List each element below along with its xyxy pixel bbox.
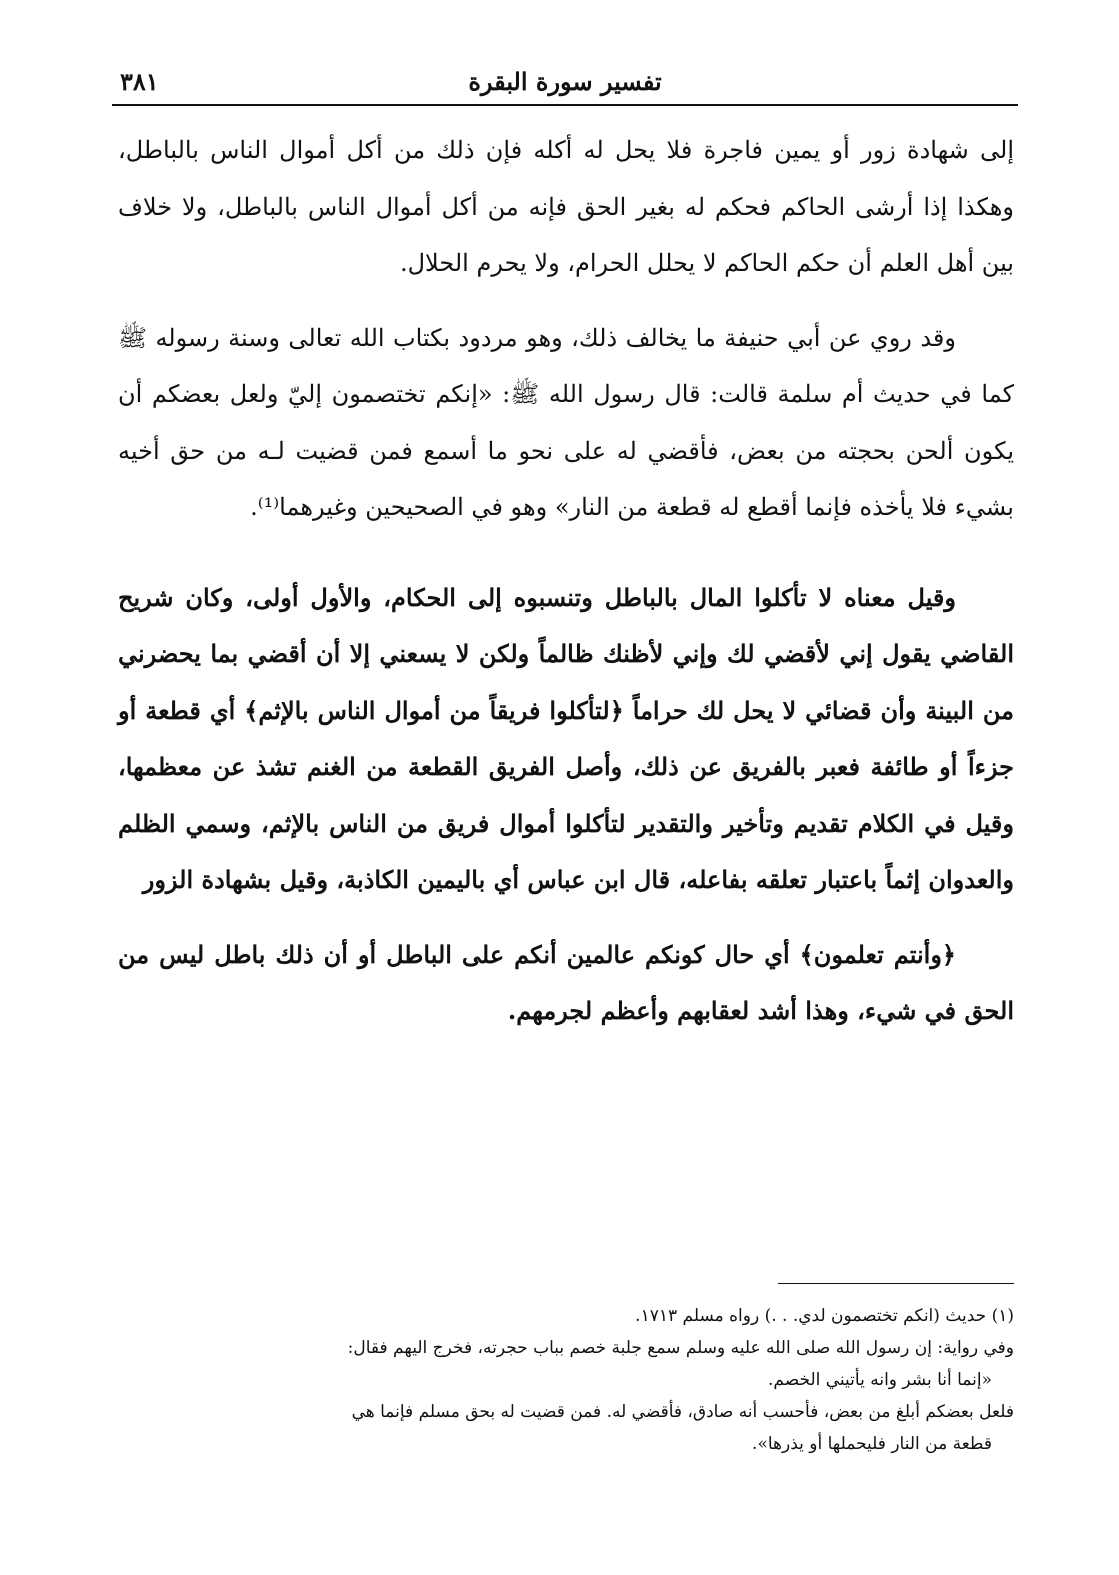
footnote-line-3: «إنما أنا بشر وانه يأتيني الخصم. (768, 1370, 992, 1390)
footnote-line-2: وفي رواية: إن رسول الله صلى الله عليه وسلم سمع جلبة خصم بباب حجرته، فخرج اليهم فقال: (347, 1338, 1014, 1358)
paragraph-gap (118, 292, 1014, 310)
paragraph-gap (118, 536, 1014, 570)
paragraph-1: إلى شهادة زور أو يمين فاجرة فلا يحل له أكله فإن ذلك من أكل أموال الناس بالباطل، وهكذا إذا أرشى الحاكم فحكم له بغير الحق فإنه من أكل أموال الناس بالباطل، ولا خلاف بين أهل العلم أن حكم الحاكم لا يحلل الحرام، ولا يحرم الحلال. (118, 136, 1014, 277)
paragraph-2: وقد روي عن أبي حنيفة ما يخالف ذلك، وهو مردود بكتاب الله تعالى وسنة رسوله ﷺ كما في حديث أم سلمة قالت: قال رسول الله ﷺ: «إنكم تختصمون إليّ ولعل بعضكم أن يكون ألحن بحجته من بعض، فأقضي له على نحو ما أسمع فمن قضيت لـه من حق أخيه بشيء فلا يأخذه فإنما أقطع له قطعة من النار» وهو في الصحيحين وغيرهما⁽¹⁾. (118, 323, 1014, 521)
footnote-line-4: فلعل بعضكم أبلغ من بعض، فأحسب أنه صادق، فأقضي له. فمن قضيت له بحق مسلم فإنما هي (351, 1402, 1014, 1422)
paragraph-3: وقيل معناه لا تأكلوا المال بالباطل وتنسبوه إلى الحكام، والأول أولى، وكان شريح القاضي يقول إني لأقضي لك وإني لأظنك ظالماً ولكن لا يسعني إلا أن أقضي بما يحضرني من البينة وأن قضائي لا يحل لك حراماً ﴿لتأكلوا فريقاً من أموال الناس بالإثم﴾ أي قطعة أو جزءاً أو طائفة فعبر بالفريق عن ذلك، وأصل الفريق القطعة من الغنم تشذ عن معظمها، وقيل في الكلام تقديم وتأخير والتقدير لتأكلوا أموال فريق من الناس بالإثم، وسمي الظلم والعدوان إثماً باعتبار تعلقه بفاعله، قال ابن عباس أي باليمين الكاذبة، وقيل بشهادة الزور (118, 582, 1014, 894)
main-text (118, 122, 1014, 1040)
running-header (112, 62, 1018, 102)
paragraph-gap (118, 909, 1014, 927)
page-number: ٣٨١ (120, 67, 159, 96)
footnote-line-5: قطعة من النار فليحملها أو يذرها». (752, 1434, 992, 1454)
header-title: تفسير سورة البقرة (468, 67, 662, 96)
footnotes (118, 1300, 1014, 1460)
footnote-divider (778, 1283, 1014, 1284)
paragraph-4: ﴿وأنتم تعلمون﴾ أي حال كونكم عالمين أنكم على الباطل أو أن ذلك باطل ليس من الحق في شيء، وهذا أشد لعقابهم وأعظم لجرمهم. (118, 939, 1014, 1025)
header-divider (112, 104, 1018, 106)
footnote-1: (١) حديث (انكم تختصمون لدي. . .) رواه مسلم ١٧١٣. (635, 1306, 1014, 1326)
